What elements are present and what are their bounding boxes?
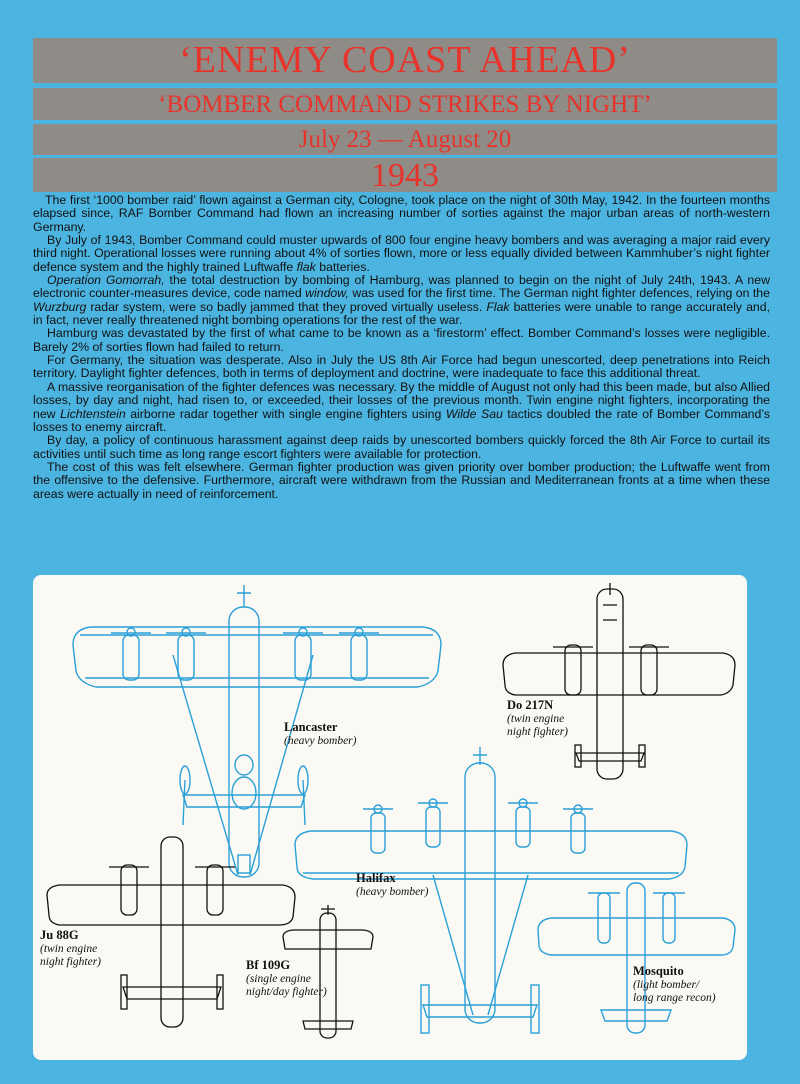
bf109g-desc-1: (single engine xyxy=(246,972,311,985)
text-run: batteries. xyxy=(315,259,370,274)
italic-term: Lichtenstein xyxy=(60,406,126,421)
italic-term: Operation Gomorrah, xyxy=(47,273,165,288)
ju88g-desc-1: (twin engine xyxy=(40,942,98,955)
mosquito-desc-2: long range recon) xyxy=(633,992,716,1004)
ju88g-name: Ju 88G xyxy=(40,928,79,942)
lancaster-desc: (heavy bomber) xyxy=(284,734,357,747)
dates-banner xyxy=(33,124,777,155)
paragraph xyxy=(33,194,770,234)
do217n-drawing xyxy=(503,583,735,779)
article-body xyxy=(33,194,770,501)
italic-term: Flak xyxy=(486,299,510,314)
text-run: airborne radar together with single engine fighters using xyxy=(125,406,446,421)
paragraph xyxy=(33,274,770,327)
text-run: By July of 1943, Bomber Command could muster upwards of 800 four engine heavy bombers and was averaging a major raid every third night. Operational losses were running about 4% of sorties flown, more or less equally divided between Kammhuber’s night fighter defence system and the highly trained Luftwaffe xyxy=(33,233,770,274)
text-run: For Germany, the situation was desperate. Also in July the US 8th Air Force had begun unescorted, deep penetrations into Reich territory. Daylight fighter defences, both in terms of deployment and doctrine, were inadequate to face this additional threat. xyxy=(33,353,770,381)
lancaster-name: Lancaster xyxy=(284,720,338,734)
halifax-label xyxy=(356,872,428,899)
paragraph xyxy=(33,381,770,434)
year: 1943 xyxy=(371,158,439,192)
halifax-name: Halifax xyxy=(356,871,396,885)
italic-term: Wilde Sau xyxy=(445,406,503,421)
lancaster-label xyxy=(284,721,356,748)
date-range: July 23 — August 20 xyxy=(298,126,512,153)
page-title: ‘ENEMY COAST AHEAD’ xyxy=(179,39,631,81)
italic-term: flak xyxy=(296,259,316,274)
aircraft-illustration-panel xyxy=(33,575,747,1060)
text-run: was used for the first time. The German night fighter defences, relying on the xyxy=(348,286,770,301)
text-run: By day, a policy of continuous harassment against deep raids by unescorted bombers quickly forced the 8th Air Force to curtail its activities until such time as long range escort fighters were available for protection. xyxy=(33,433,770,461)
text-run: The cost of this was felt elsewhere. German fighter production was given priority over bomber production; the Luftwaffe went from the offensive to the defensive. Furthermore, aircraft were withdrawn from the Russian and Mediterranean fronts at a time when these areas were actually in need of reinforcement. xyxy=(33,459,770,501)
text-run: The first ‘1000 bomber raid’ flown against a German city, Cologne, took place on the night of 30th May, 1942. In the fourteen months elapsed since, RAF Bomber Command had flown an increasing number of sorties against the major urban areas of north-western Germany. xyxy=(33,193,770,234)
subtitle-banner xyxy=(33,88,777,120)
text-run: tactics doubled the rate of Bomber Command’s losses to enemy aircraft. xyxy=(33,406,770,434)
mosquito-name: Mosquito xyxy=(633,964,684,978)
halifax-drawing xyxy=(295,747,687,1033)
text-run: radar system, were so badly jammed that they proved virtually useless. xyxy=(86,299,487,314)
text-run: A massive reorganisation of the fighter defences was necessary. By the middle of August not only had this been made, but also Allied losses, by day and night, had risen to, or exceeded, their losses of the previous month. Twin engine night fighters, incorporating the new xyxy=(33,379,770,421)
page-title-banner xyxy=(33,38,777,83)
mosquito-drawing xyxy=(538,883,735,1033)
text-run: Hamburg was devastated by the first of what came to be known as a ‘firestorm’ effect. Bomber Command’s losses were negligible. Barely 2% of sorties flown had failed to return. xyxy=(33,326,770,354)
italic-term: window, xyxy=(305,286,349,301)
bf109g-name: Bf 109G xyxy=(246,958,291,972)
halifax-desc: (heavy bomber) xyxy=(356,885,429,898)
do217n-name: Do 217N xyxy=(507,698,554,712)
ju88g-desc-2: night fighter) xyxy=(40,956,102,968)
paragraph xyxy=(33,234,770,274)
paragraph xyxy=(33,461,770,501)
lancaster-drawing xyxy=(73,585,441,877)
mosquito-label xyxy=(633,965,716,1006)
paragraph xyxy=(33,327,770,354)
italic-term: Wurzburg xyxy=(33,299,87,314)
mosquito-desc-1: (light bomber/ xyxy=(633,978,700,991)
paragraph xyxy=(33,354,770,381)
text-run: batteries were unable to range accurately and, in fact, never really threatened night bombing operations for the rest of the war. xyxy=(33,299,771,328)
do217n-desc-2: night fighter) xyxy=(507,726,569,738)
year-banner xyxy=(33,158,777,192)
do217n-desc-1: (twin engine xyxy=(507,712,565,725)
bf109g-desc-2: night/day fighter) xyxy=(246,986,327,998)
page-subtitle: ‘BOMBER COMMAND STRIKES BY NIGHT’ xyxy=(158,91,652,118)
bf109g-label xyxy=(246,959,327,1000)
do217n-label xyxy=(507,699,568,740)
text-run: the total destruction by bombing of Hamburg, was planned to begin on the night of July 24th, 1943. A new electronic counter-measures device, code named xyxy=(33,273,770,301)
paragraph xyxy=(33,434,770,461)
ju88g-label xyxy=(40,929,101,970)
